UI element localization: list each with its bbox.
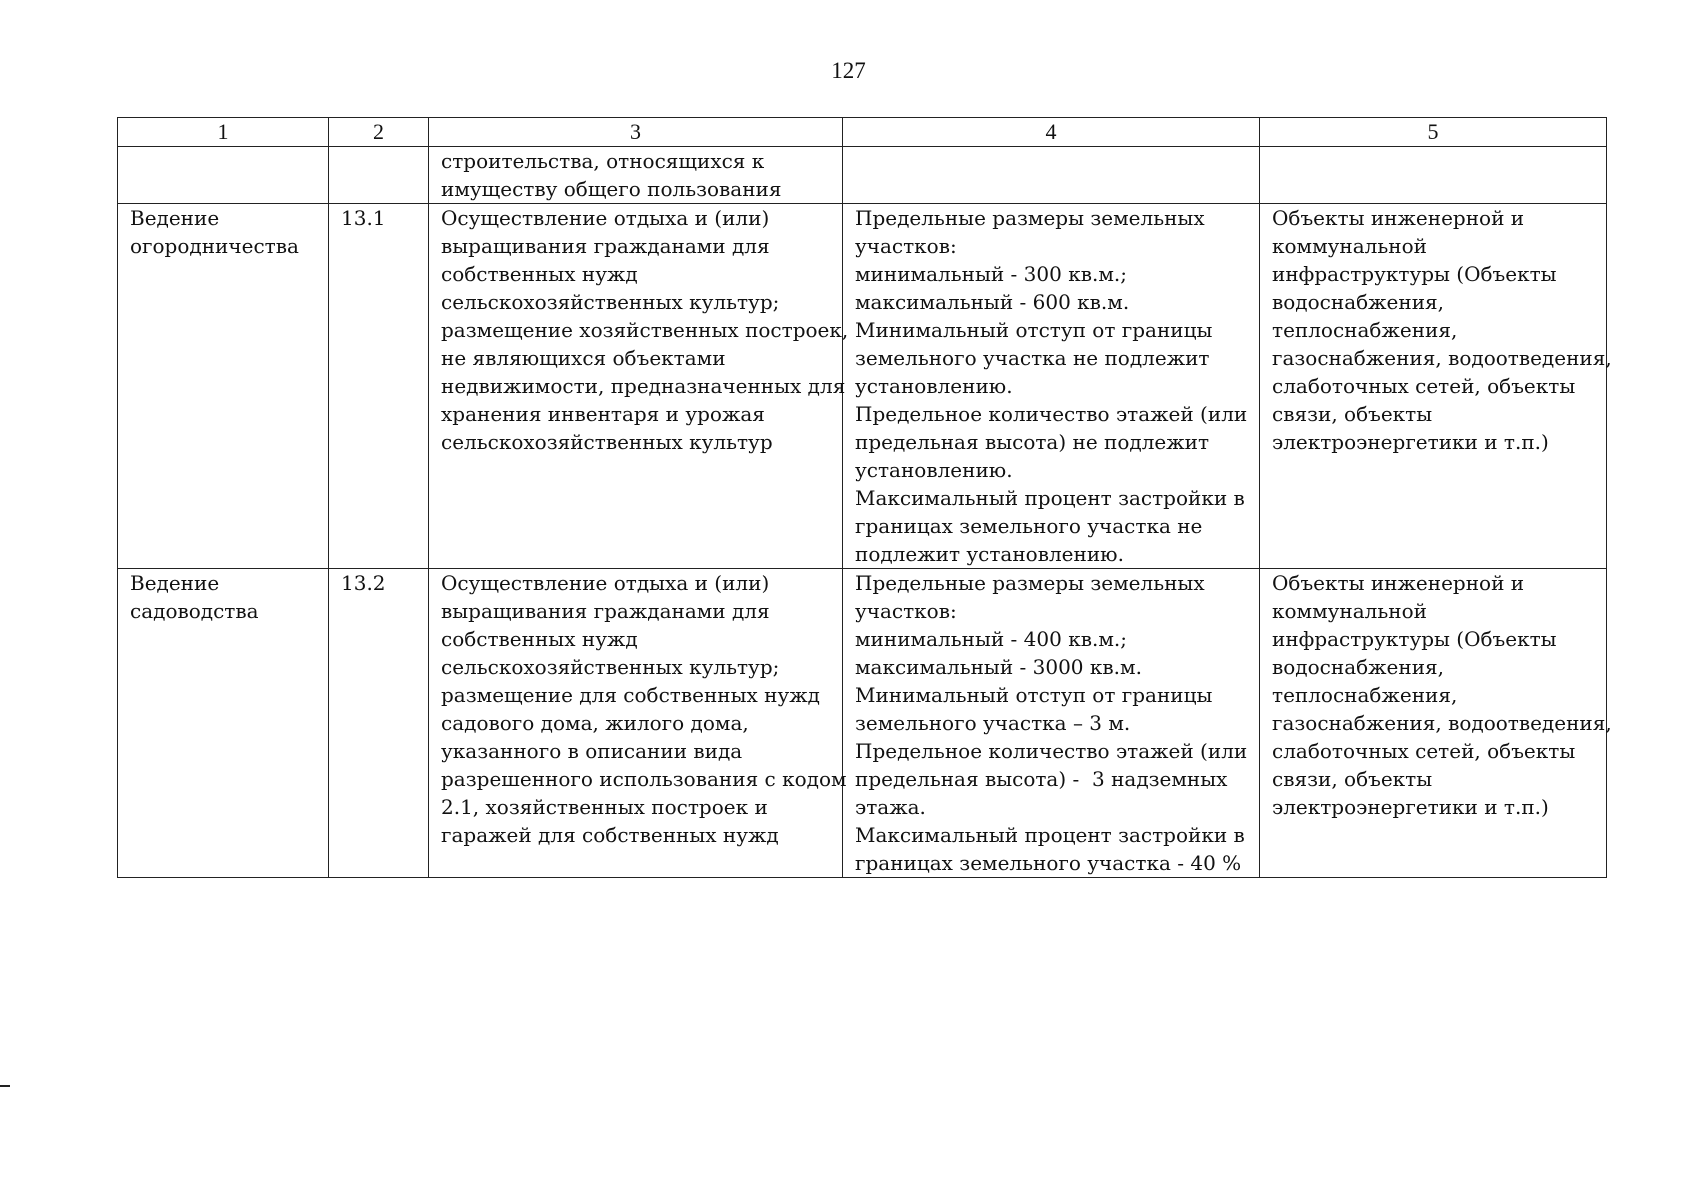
text-line: границах земельного участка - 40 %: [855, 851, 1242, 875]
text-line: газоснабжения, водоотведения,: [1272, 346, 1612, 370]
text-line: Ведение: [130, 206, 220, 230]
text-line: максимальный - 600 кв.м.: [855, 290, 1130, 314]
text-line: Предельное количество этажей (или: [855, 739, 1248, 763]
text-line: минимальный - 300 кв.м.;: [855, 262, 1127, 286]
page-number: 127: [831, 58, 866, 83]
text-line: участков:: [855, 599, 957, 623]
text-line: Ведение: [130, 571, 220, 595]
text-line: связи, объекты: [1272, 767, 1433, 791]
text-line: огородничества: [130, 234, 299, 258]
margin-dash-mark: [0, 1085, 10, 1087]
text-line: указанного в описании вида: [441, 739, 743, 763]
use-type-description: [429, 204, 849, 569]
text-line: Предельное количество этажей (или: [855, 402, 1248, 426]
column-number-4: 4: [843, 118, 1260, 147]
auxiliary-uses: [1260, 204, 1612, 569]
text-line: Предельные размеры земельных: [855, 571, 1205, 595]
text-line: собственных нужд: [441, 262, 638, 286]
limit-parameters: [843, 204, 1260, 569]
text-line: газоснабжения, водоотведения,: [1272, 711, 1612, 735]
table-row-ogorodnichestvo: [118, 204, 1607, 569]
text-line: размещение хозяйственных построек,: [441, 318, 849, 342]
text-line: садоводства: [130, 599, 259, 623]
text-line: сельскохозяйственных культур;: [441, 290, 780, 314]
text-line: предельная высота) не подлежит: [855, 430, 1210, 454]
text-line: Минимальный отступ от границы: [855, 683, 1213, 707]
text-line: 13.2: [341, 571, 386, 595]
text-line: Осуществление отдыха и (или): [441, 571, 770, 595]
text-line: коммунальной: [1272, 599, 1427, 623]
text-line: электроэнергетики и т.п.): [1272, 795, 1549, 819]
text-line: коммунальной: [1272, 234, 1427, 258]
text-line: инфраструктуры (Объекты: [1272, 262, 1557, 286]
text-line: недвижимости, предназначенных для: [441, 374, 846, 398]
use-type-name: [118, 204, 329, 569]
text-line: участков:: [855, 234, 957, 258]
continuation-description: [429, 147, 843, 204]
text-line: минимальный - 400 кв.м.;: [855, 627, 1127, 651]
text-line: размещение для собственных нужд: [441, 683, 820, 707]
text-line: Объекты инженерной и: [1272, 571, 1525, 595]
text-line: разрешенного использования с кодом: [441, 767, 847, 791]
column-number-1: 1: [118, 118, 329, 147]
text-line: теплоснабжения,: [1272, 683, 1458, 707]
text-line: выращивания гражданами для: [441, 599, 770, 623]
text-line: теплоснабжения,: [1272, 318, 1458, 342]
text-line: не являющихся объектами: [441, 346, 726, 370]
text-line: Максимальный процент застройки в: [855, 486, 1245, 510]
text-line: сельскохозяйственных культур: [441, 430, 773, 454]
use-type-name: [118, 569, 329, 878]
text-line: водоснабжения,: [1272, 655, 1445, 679]
text-line: максимальный - 3000 кв.м.: [855, 655, 1142, 679]
text-line: хранения инвентаря и урожая: [441, 402, 765, 426]
text-line: слаботочных сетей, объекты: [1272, 739, 1576, 763]
text-line: Предельные размеры земельных: [855, 206, 1205, 230]
text-line: подлежит установлению.: [855, 542, 1124, 566]
column-number-3: 3: [429, 118, 843, 147]
text-line: установлению.: [855, 458, 1013, 482]
column-number-row: [118, 118, 1607, 147]
column-number-2: 2: [329, 118, 429, 147]
continuation-row: [118, 147, 1607, 204]
continuation-col5: [1260, 147, 1607, 204]
text-line: собственных нужд: [441, 627, 638, 651]
continuation-col1: [118, 147, 329, 204]
auxiliary-uses: [1260, 569, 1612, 878]
table-row-sadovodstvo: [118, 569, 1607, 878]
text-line: имуществу общего пользования: [441, 177, 782, 201]
text-line: садового дома, жилого дома,: [441, 711, 749, 735]
land-use-table: [117, 117, 1612, 878]
text-line: установлению.: [855, 374, 1013, 398]
text-line: гаражей для собственных нужд: [441, 823, 779, 847]
text-line: земельного участка – 3 м.: [855, 711, 1131, 735]
text-line: Максимальный процент застройки в: [855, 823, 1245, 847]
text-line: слаботочных сетей, объекты: [1272, 374, 1576, 398]
text-line: границах земельного участка не: [855, 514, 1203, 538]
text-line: водоснабжения,: [1272, 290, 1445, 314]
text-line: инфраструктуры (Объекты: [1272, 627, 1557, 651]
text-line: земельного участка не подлежит: [855, 346, 1210, 370]
use-type-description: [429, 569, 847, 878]
text-line: Осуществление отдыха и (или): [441, 206, 770, 230]
text-line: 13.1: [341, 206, 386, 230]
text-line: электроэнергетики и т.п.): [1272, 430, 1549, 454]
text-line: 2.1, хозяйственных построек и: [441, 795, 768, 819]
column-number-5: 5: [1260, 118, 1607, 147]
text-line: Объекты инженерной и: [1272, 206, 1525, 230]
text-line: этажа.: [855, 795, 926, 819]
continuation-col4: [843, 147, 1260, 204]
use-type-code: [329, 204, 429, 569]
continuation-col2: [329, 147, 429, 204]
text-line: сельскохозяйственных культур;: [441, 655, 780, 679]
text-line: выращивания гражданами для: [441, 234, 770, 258]
text-line: связи, объекты: [1272, 402, 1433, 426]
limit-parameters: [843, 569, 1260, 878]
text-line: строительства, относящихся к: [441, 149, 765, 173]
use-type-code: [329, 569, 429, 878]
text-line: Минимальный отступ от границы: [855, 318, 1213, 342]
text-line: предельная высота) - 3 надземных: [855, 767, 1228, 791]
